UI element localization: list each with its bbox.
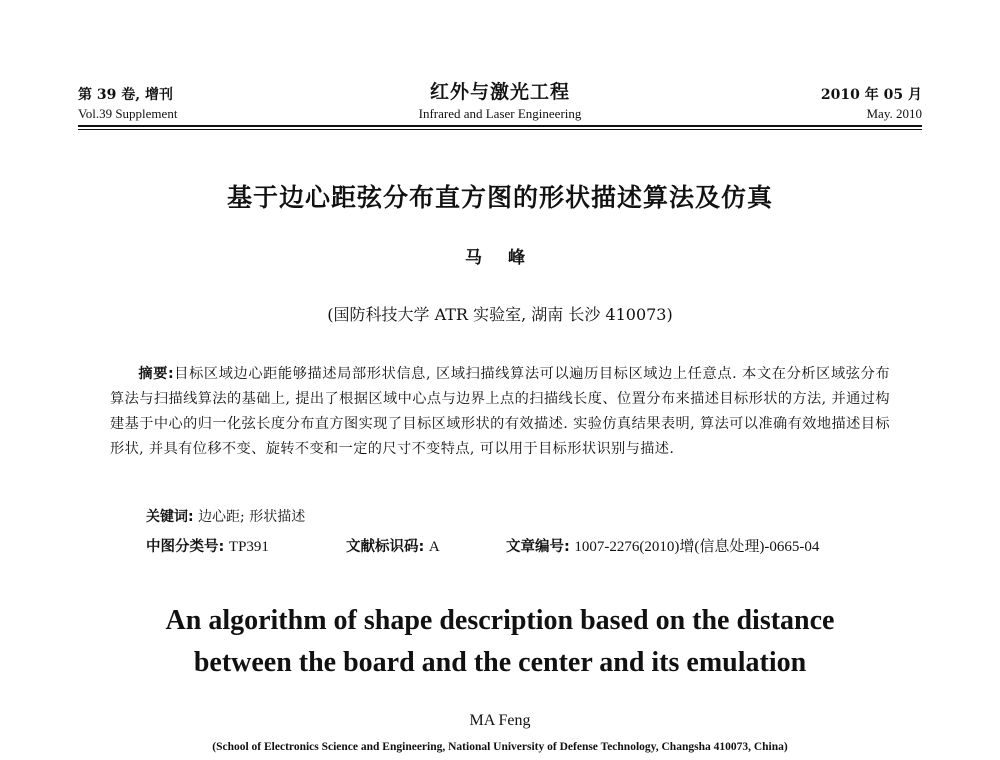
article-number xyxy=(506,535,819,556)
author-en: MA Feng xyxy=(469,712,531,729)
abstract-label: 摘要: xyxy=(138,366,175,382)
clc-value: TP391 xyxy=(228,539,269,555)
keywords-value: 边心距; 形状描述 xyxy=(198,509,306,525)
doc-value: A xyxy=(428,539,440,555)
header-rule-thin xyxy=(78,129,922,130)
affiliation-cn: (国防科技大学 ATR 实验室, 湖南 长沙 410073) xyxy=(327,305,673,324)
article-value: 1007-2276(2010)增(信息处理)-0665-04 xyxy=(574,539,820,555)
article-label: 文章编号: xyxy=(506,539,570,555)
header-date-cn: 2010 年 05 月 xyxy=(820,87,922,103)
doc-label: 文献标识码: xyxy=(346,539,425,555)
doc-code xyxy=(346,535,506,556)
paper-title-en-line2: between the board and the center and its emulation xyxy=(193,647,807,678)
header-volume-en: Vol.39 Supplement xyxy=(78,106,178,121)
header-journal-cn: 红外与激光工程 xyxy=(429,81,570,103)
header-volume-cn: 第 39 卷, 增刊 xyxy=(78,87,173,103)
paper-title-en-line1: An algorithm of shape description based on the distance xyxy=(165,605,835,636)
abstract-text: 目标区域边心距能够描述局部形状信息, 区域扫描线算法可以遍历目标区域边上任意点. 本文在分析区域弦分布算法与扫描线算法的基础上, 提出了根据区域中心点与边界上点的扫描线长度、位置分布来描述目标形状的方法, 并通过构建基于中心的归一化弦长度分布直方图实现了目标区域形状的有效描述. 实验仿真结果表明, 算法可以准确有效地描述目标形状, 并具有位移不变、旋转不变和一定的尺寸不变特点, 可以用于目标形状识别与描述. xyxy=(110,366,890,457)
paper-title-cn: 基于边心距弦分布直方图的形状描述算法及仿真 xyxy=(226,183,773,212)
keywords xyxy=(146,506,305,526)
header-date-en: May. 2010 xyxy=(866,106,922,121)
paper-title-en xyxy=(0,600,1000,684)
header-rule-thick xyxy=(78,125,922,127)
clc-number xyxy=(146,535,346,556)
author-cn: 马 峰 xyxy=(465,248,535,268)
classification-line xyxy=(146,535,906,556)
abstract xyxy=(110,362,890,462)
header-journal-en: Infrared and Laser Engineering xyxy=(418,106,582,121)
header-date xyxy=(821,86,922,122)
affiliation-en: (School of Electronics Science and Engineering, National University of Defense Technology, Changsha 410073, China) xyxy=(212,741,788,753)
clc-label: 中图分类号: xyxy=(146,539,225,555)
keywords-label: 关键词: xyxy=(146,509,194,525)
